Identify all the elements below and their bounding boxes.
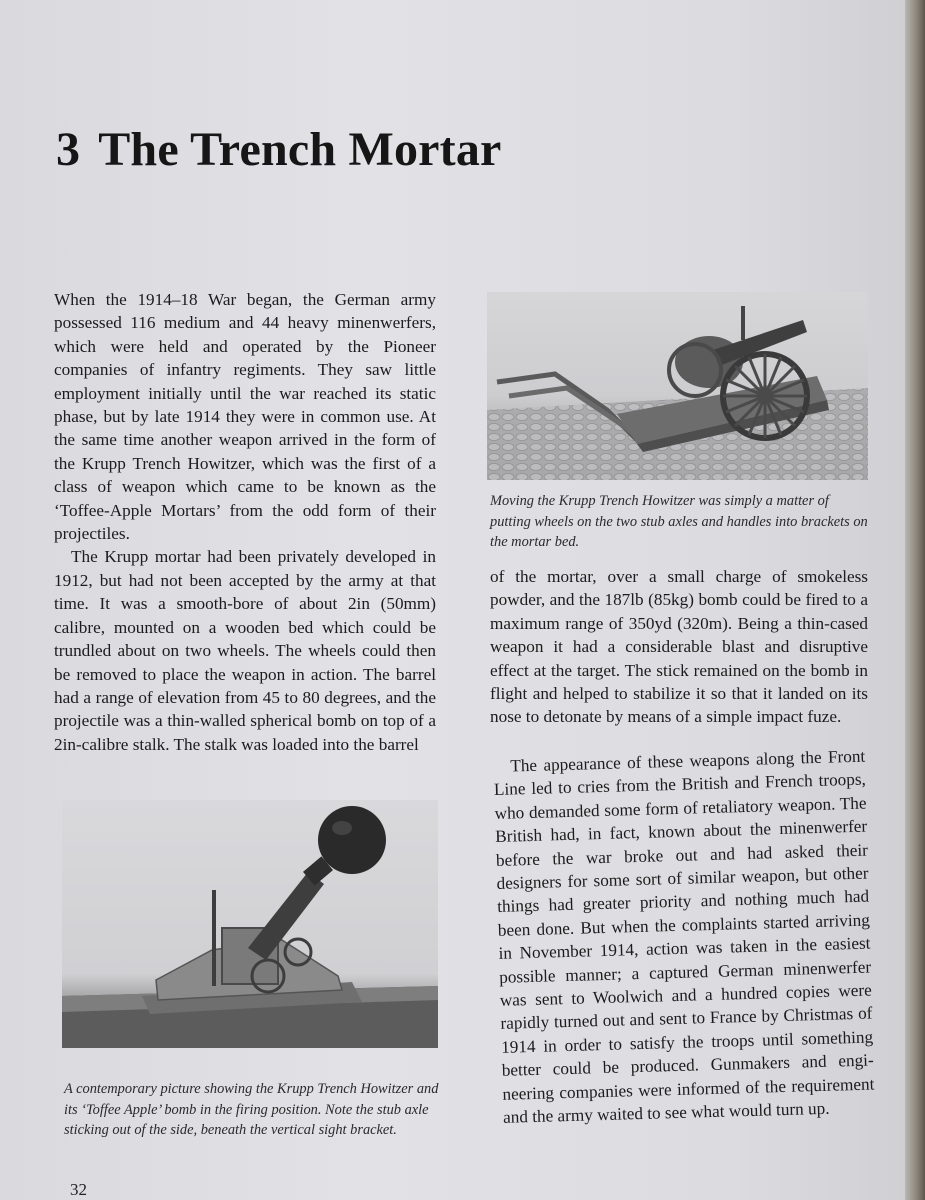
page-number: 32 (70, 1180, 87, 1199)
right-column-top (490, 565, 868, 729)
chapter-title-text: The Trench Mortar (98, 123, 502, 176)
paragraph: When the 1914–18 War began, the German army possessed 116 medium and 44 heavy minenwerfers, which were held and operated by the Pioneer companies of infantry regiments. They saw little employment initially until the war reached its static phase, but by late 1914 they were in common use. At the same time another weapon arrived in the form of the Krupp Trench Howitzer, which was the first of a class of weapon which came to be known as the ‘Toffee-Apple Mortars’ from the odd form of their projectiles. (54, 290, 436, 544)
right-column-bottom (493, 745, 875, 1130)
paragraph: The appearance of these weapons along the Front Line led to cries from the British and French troops, who demanded some form of retaliatory weapon. The British had, in fact, known about the minenwerfer before the war broke out and had asked their designers for some sort of similar weapon, but other things had greater priority and nothing much had been done. But when the complaints started arriving in November 1914, action was taken in the easiest possible manner; a captured German minenwerfer was sent to Woolwich and a hundred copies were rapidly turned out and sent to France by Christmas of 1914 in order to satisfy the troops until something better could be produced. Gunmakers and engineering companies were informed of the requirement and the army waited to see what would turn up. (493, 746, 875, 1127)
howitzer-wheels-illustration (487, 292, 868, 480)
paragraph: of the mortar, over a small charge of smokeless powder, and the 187lb (85kg) bomb could be fired to a maximum range of 350yd (320m). Being a thin-cased weapon it had a considerable blast and disruptive effect at the target. The stick remained on the bomb in flight and helped to stabilize it so that it landed on its nose to detonate by means of a simple impact fuze. (490, 567, 868, 727)
left-column (54, 288, 436, 756)
photo-howitzer-firing-position (62, 800, 438, 1048)
figure-caption-bottom: A contemporary picture showing the Krupp Trench Howitzer and its ‘Toffee Apple’ bomb in the firing position. Note the stub axle sticking out of the side, beneath the vertical sight bracket. (64, 1081, 439, 1138)
book-page-edge (905, 0, 925, 1200)
photo-howitzer-on-wheels (487, 292, 868, 480)
paragraph: The Krupp mortar had been privately developed in 1912, but had not been accepted by the army at that time. It was a smooth-bore of about 2in (50mm) calibre, mounted on a wooden bed which could be trundled about on two wheels. The wheels could then be removed to place the weapon in action. The barrel had a range of elevation from 45 to 80 degrees, and the projectile was a thin-walled spherical bomb on top of a 2in-calibre stalk. The stalk was loaded into the barrel (54, 547, 436, 754)
figure-caption-top: Moving the Krupp Trench Howitzer was simply a matter of putting wheels on the two stub axles and handles into brackets on the mortar bed. (490, 493, 868, 550)
chapter-number: 3 (56, 123, 81, 176)
chapter-title (56, 122, 502, 177)
toffee-apple-illustration (62, 800, 438, 1048)
